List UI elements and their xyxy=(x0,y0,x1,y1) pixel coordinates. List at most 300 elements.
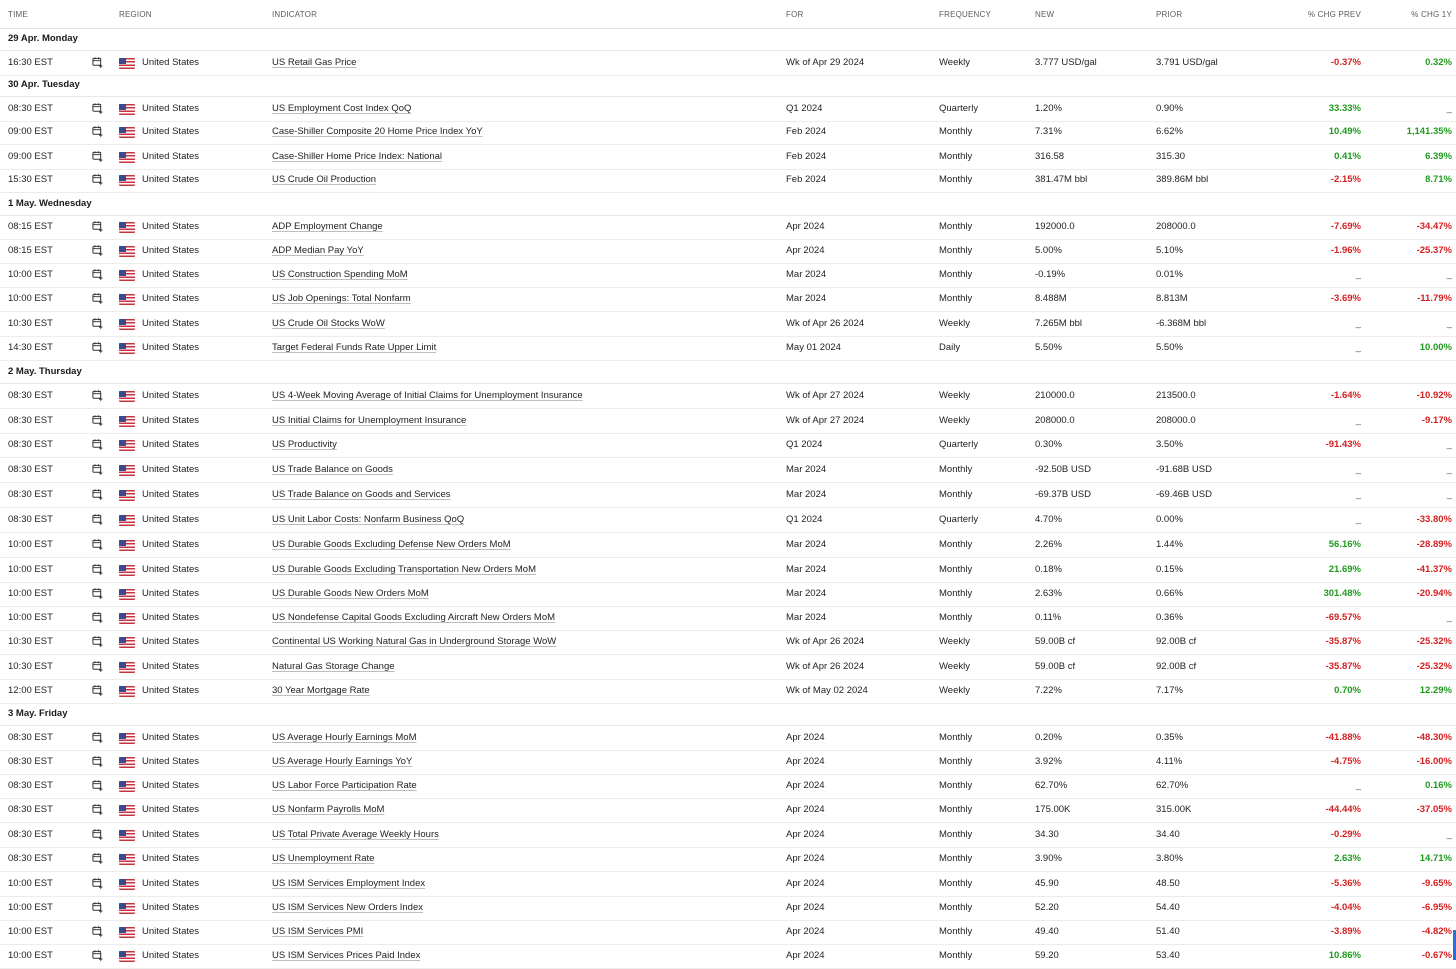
time: 08:30 EST xyxy=(8,852,53,864)
table-row[interactable] xyxy=(0,458,1456,483)
us-flag-icon xyxy=(119,58,135,69)
table-row[interactable] xyxy=(0,384,1456,409)
calendar-add-icon[interactable] xyxy=(92,804,103,815)
chg-1y: 8.71% xyxy=(1425,173,1452,185)
frequency: Monthly xyxy=(939,464,973,475)
calendar-add-icon[interactable] xyxy=(92,878,103,889)
chg-prev: 301.48% xyxy=(1323,588,1361,599)
prior-value: 62.70% xyxy=(1156,779,1189,791)
new-value: 0.18% xyxy=(1035,564,1062,575)
frequency: Monthly xyxy=(939,828,973,840)
chg-1y: -48.30% xyxy=(1416,731,1452,743)
region: United States xyxy=(142,221,200,232)
time: 10:30 EST xyxy=(8,661,53,672)
chg-prev: _ xyxy=(1355,269,1361,280)
indicator[interactable]: Natural Gas Storage Change xyxy=(272,661,395,672)
new-value: 3.777 USD/gal xyxy=(1035,57,1097,68)
new-value: 208000.0 xyxy=(1035,415,1075,426)
region: United States xyxy=(142,318,200,329)
calendar-add-icon[interactable] xyxy=(92,829,103,840)
chg-prev: _ xyxy=(1355,415,1361,426)
us-flag-icon xyxy=(119,127,135,138)
table-row[interactable] xyxy=(0,823,1456,848)
frequency: Weekly xyxy=(939,636,970,647)
chg-1y: _ xyxy=(1446,464,1452,475)
prior-value: 51.40 xyxy=(1156,925,1180,937)
table-row[interactable] xyxy=(0,750,1456,775)
indicator[interactable]: US Initial Claims for Unemployment Insurance xyxy=(272,415,467,426)
indicator[interactable]: Case-Shiller Home Price Index: National xyxy=(272,150,443,162)
time: 10:00 EST xyxy=(8,901,53,913)
prior-value: 3.791 USD/gal xyxy=(1156,57,1218,68)
calendar-add-icon[interactable] xyxy=(92,564,103,575)
indicator[interactable]: Continental US Working Natural Gas in Underground Storage WoW xyxy=(272,636,557,647)
new-value: 0.11% xyxy=(1035,612,1062,623)
chg-prev: -44.44% xyxy=(1325,803,1361,815)
calendar-add-icon[interactable] xyxy=(92,174,103,185)
indicator[interactable]: Target Federal Funds Rate Upper Limit xyxy=(272,342,437,353)
table-row[interactable] xyxy=(0,215,1456,240)
region: United States xyxy=(142,803,200,815)
chg-1y: _ xyxy=(1446,828,1452,840)
chg-1y: -28.89% xyxy=(1416,539,1452,550)
region: United States xyxy=(142,514,200,525)
indicator[interactable]: ADP Employment Change xyxy=(272,221,383,232)
chg-prev: 33.33% xyxy=(1328,102,1361,114)
frequency: Quarterly xyxy=(939,102,979,114)
time: 09:00 EST xyxy=(8,125,53,137)
indicator[interactable]: US Total Private Average Weekly Hours xyxy=(272,828,439,840)
indicator[interactable]: US Labor Force Participation Rate xyxy=(272,779,417,791)
table-row[interactable] xyxy=(0,312,1456,337)
chg-prev: -1.64% xyxy=(1330,390,1361,401)
indicator[interactable]: US Employment Cost Index QoQ xyxy=(272,102,412,114)
region: United States xyxy=(142,342,200,353)
chg-1y: -20.94% xyxy=(1416,588,1452,599)
time: 08:30 EST xyxy=(8,489,53,500)
table-row[interactable] xyxy=(0,944,1456,969)
table-row[interactable] xyxy=(0,582,1456,607)
table-row[interactable] xyxy=(0,483,1456,508)
prior-value: 0.15% xyxy=(1156,564,1183,575)
time: 08:30 EST xyxy=(8,102,53,114)
indicator[interactable]: US Nondefense Capital Goods Excluding Aircraft New Orders MoM xyxy=(272,612,556,623)
indicator[interactable]: US ISM Services New Orders Index xyxy=(272,901,423,913)
day-group-header xyxy=(0,193,1456,216)
table-row[interactable] xyxy=(0,97,1456,122)
frequency: Weekly xyxy=(939,318,970,329)
indicator[interactable]: US Durable Goods Excluding Transportation New Orders MoM xyxy=(272,564,537,575)
for: Apr 2024 xyxy=(786,731,825,743)
us-flag-icon xyxy=(119,319,135,330)
prior-value: 5.50% xyxy=(1156,342,1183,353)
table-row[interactable] xyxy=(0,51,1456,76)
calendar-add-icon[interactable] xyxy=(92,612,103,623)
day-group-header xyxy=(0,28,1456,51)
table-row[interactable] xyxy=(0,896,1456,921)
frequency: Monthly xyxy=(939,150,973,162)
table-row[interactable] xyxy=(0,533,1456,558)
chg-prev: _ xyxy=(1355,464,1361,475)
header-prior[interactable]: PRIOR xyxy=(1156,10,1183,19)
new-value: 192000.0 xyxy=(1035,221,1075,232)
for: Mar 2024 xyxy=(786,588,827,599)
for: Wk of Apr 29 2024 xyxy=(786,57,865,68)
calendar-add-icon[interactable] xyxy=(92,126,103,137)
table-row[interactable] xyxy=(0,606,1456,631)
chg-prev: -7.69% xyxy=(1330,221,1361,232)
time: 08:30 EST xyxy=(8,464,53,475)
calendar-add-icon[interactable] xyxy=(92,318,103,329)
calendar-add-icon[interactable] xyxy=(92,950,103,961)
prior-value: 92.00B cf xyxy=(1156,661,1197,672)
frequency: Monthly xyxy=(939,539,973,550)
indicator[interactable]: US ISM Services Employment Index xyxy=(272,877,426,889)
for: Apr 2024 xyxy=(786,901,825,913)
indicator[interactable]: US Average Hourly Earnings YoY xyxy=(272,755,413,767)
indicator[interactable]: US Trade Balance on Goods and Services xyxy=(272,489,451,500)
day-label: 30 Apr. Tuesday xyxy=(8,79,80,90)
chg-1y: -0.67% xyxy=(1421,949,1452,961)
new-value: 316.58 xyxy=(1035,150,1065,162)
prior-value: 0.35% xyxy=(1156,731,1183,743)
calendar-add-icon[interactable] xyxy=(92,902,103,913)
calendar-add-icon[interactable] xyxy=(92,293,103,304)
calendar-add-icon[interactable] xyxy=(92,514,103,525)
us-flag-icon xyxy=(119,686,135,697)
us-flag-icon xyxy=(119,854,135,865)
new-value: 4.70% xyxy=(1035,514,1062,525)
region: United States xyxy=(142,245,200,256)
indicator[interactable]: US 4-Week Moving Average of Initial Claims for Unemployment Insurance xyxy=(272,390,583,401)
new-value: 1.20% xyxy=(1035,102,1062,114)
header-chg-1y[interactable]: % CHG 1Y xyxy=(1411,10,1452,19)
region: United States xyxy=(142,779,200,791)
frequency: Monthly xyxy=(939,925,973,937)
prior-value: -91.68B USD xyxy=(1156,464,1212,475)
time: 08:15 EST xyxy=(8,245,53,256)
time: 10:30 EST xyxy=(8,318,53,329)
table-row[interactable] xyxy=(0,120,1456,145)
prior-value: 208000.0 xyxy=(1156,221,1196,232)
header-region[interactable]: REGION xyxy=(119,10,152,19)
prior-value: 3.50% xyxy=(1156,439,1183,450)
header-indicator[interactable]: INDICATOR xyxy=(272,10,318,19)
us-flag-icon xyxy=(119,440,135,451)
indicator[interactable]: US Durable Goods Excluding Defense New Orders MoM xyxy=(272,539,511,550)
new-value: 7.22% xyxy=(1035,685,1062,696)
table-row[interactable] xyxy=(0,655,1456,680)
table-row[interactable] xyxy=(0,920,1456,945)
chg-1y: 6.39% xyxy=(1425,150,1452,162)
indicator[interactable]: US Nonfarm Payrolls MoM xyxy=(272,803,385,815)
time: 10:00 EST xyxy=(8,612,53,623)
new-value: 8.488M xyxy=(1035,293,1067,304)
table-row[interactable] xyxy=(0,798,1456,823)
region: United States xyxy=(142,539,200,550)
calendar-add-icon[interactable] xyxy=(92,489,103,500)
time: 08:30 EST xyxy=(8,439,53,450)
time: 12:00 EST xyxy=(8,685,53,696)
region: United States xyxy=(142,636,200,647)
us-flag-icon xyxy=(119,613,135,624)
new-value: 59.00B cf xyxy=(1035,636,1076,647)
us-flag-icon xyxy=(119,927,135,938)
prior-value: 54.40 xyxy=(1156,901,1180,913)
table-row[interactable] xyxy=(0,508,1456,533)
calendar-add-icon[interactable] xyxy=(92,221,103,232)
table-row[interactable] xyxy=(0,263,1456,288)
us-flag-icon xyxy=(119,589,135,600)
chg-prev: -35.87% xyxy=(1325,636,1361,647)
table-row[interactable] xyxy=(0,726,1456,751)
chg-1y: -9.65% xyxy=(1421,877,1452,889)
us-flag-icon xyxy=(119,805,135,816)
indicator[interactable]: 30 Year Mortgage Rate xyxy=(272,685,370,696)
region: United States xyxy=(142,489,200,500)
region: United States xyxy=(142,925,200,937)
calendar-add-icon[interactable] xyxy=(92,661,103,672)
us-flag-icon xyxy=(119,175,135,186)
new-value: 381.47M bbl xyxy=(1035,173,1088,185)
time: 08:30 EST xyxy=(8,803,53,815)
calendar-add-icon[interactable] xyxy=(92,780,103,791)
indicator[interactable]: US Unit Labor Costs: Nonfarm Business QoQ xyxy=(272,514,465,525)
new-value: 2.26% xyxy=(1035,539,1062,550)
chg-1y: 0.16% xyxy=(1425,779,1452,791)
prior-value: 315.30 xyxy=(1156,150,1186,162)
header-for[interactable]: FOR xyxy=(786,10,804,19)
indicator[interactable]: US Durable Goods New Orders MoM xyxy=(272,588,429,599)
frequency: Quarterly xyxy=(939,514,979,525)
calendar-add-icon[interactable] xyxy=(92,103,103,114)
chg-prev: _ xyxy=(1355,779,1361,791)
chg-prev: _ xyxy=(1355,514,1361,525)
indicator[interactable]: US Crude Oil Stocks WoW xyxy=(272,318,385,329)
calendar-add-icon[interactable] xyxy=(92,732,103,743)
header-new[interactable]: NEW xyxy=(1035,10,1055,19)
time: 10:00 EST xyxy=(8,269,53,280)
new-value: 5.00% xyxy=(1035,245,1062,256)
time: 16:30 EST xyxy=(8,57,53,68)
chg-prev: -91.43% xyxy=(1325,439,1361,450)
table-row[interactable] xyxy=(0,630,1456,655)
region: United States xyxy=(142,390,200,401)
table-row[interactable] xyxy=(0,433,1456,458)
table-row[interactable] xyxy=(0,336,1456,361)
frequency: Monthly xyxy=(939,877,973,889)
us-flag-icon xyxy=(119,490,135,501)
us-flag-icon xyxy=(119,515,135,526)
new-value: 52.20 xyxy=(1035,901,1059,913)
prior-value: 213500.0 xyxy=(1156,390,1196,401)
for: Mar 2024 xyxy=(786,464,827,475)
for: Feb 2024 xyxy=(786,173,827,185)
indicator[interactable]: US ISM Services Prices Paid Index xyxy=(272,949,421,961)
indicator[interactable]: Case-Shiller Composite 20 Home Price Index YoY xyxy=(272,125,483,137)
calendar-add-icon[interactable] xyxy=(92,539,103,550)
chg-prev: -4.04% xyxy=(1330,901,1361,913)
for: Apr 2024 xyxy=(786,245,825,256)
for: Wk of Apr 26 2024 xyxy=(786,661,865,672)
table-row[interactable] xyxy=(0,872,1456,897)
calendar-add-icon[interactable] xyxy=(92,439,103,450)
chg-prev: -2.15% xyxy=(1330,173,1361,185)
region: United States xyxy=(142,949,200,961)
frequency: Weekly xyxy=(939,661,970,672)
indicator[interactable]: US Retail Gas Price xyxy=(272,57,357,68)
frequency: Monthly xyxy=(939,901,973,913)
calendar-add-icon[interactable] xyxy=(92,756,103,767)
prior-value: 0.01% xyxy=(1156,269,1183,280)
calendar-add-icon[interactable] xyxy=(92,57,103,68)
region: United States xyxy=(142,588,200,599)
time: 10:00 EST xyxy=(8,949,53,961)
prior-value: 1.44% xyxy=(1156,539,1183,550)
for: Apr 2024 xyxy=(786,221,825,232)
indicator[interactable]: US Unemployment Rate xyxy=(272,852,375,864)
indicator[interactable]: US Trade Balance on Goods xyxy=(272,464,393,475)
header-chg-prev[interactable]: % CHG PREV xyxy=(1307,10,1361,19)
chg-prev: -0.29% xyxy=(1330,828,1361,840)
calendar-add-icon[interactable] xyxy=(92,464,103,475)
us-flag-icon xyxy=(119,270,135,281)
time: 10:00 EST xyxy=(8,539,53,550)
table-row[interactable] xyxy=(0,239,1456,264)
chg-prev: -41.88% xyxy=(1325,731,1361,743)
for: Mar 2024 xyxy=(786,612,827,623)
frequency: Monthly xyxy=(939,293,973,304)
indicator[interactable]: US ISM Services PMI xyxy=(272,925,364,937)
for: Wk of Apr 26 2024 xyxy=(786,318,865,329)
new-value: 59.00B cf xyxy=(1035,661,1076,672)
new-value: 3.90% xyxy=(1035,852,1062,864)
table-row[interactable] xyxy=(0,409,1456,434)
for: Wk of Apr 27 2024 xyxy=(786,415,865,426)
us-flag-icon xyxy=(119,416,135,427)
indicator[interactable]: ADP Median Pay YoY xyxy=(272,245,364,256)
chg-1y: -4.82% xyxy=(1421,925,1452,937)
calendar-add-icon[interactable] xyxy=(92,853,103,864)
frequency: Weekly xyxy=(939,415,970,426)
time: 10:00 EST xyxy=(8,588,53,599)
frequency: Daily xyxy=(939,342,961,353)
day-label: 29 Apr. Monday xyxy=(8,33,78,44)
chg-prev: -3.69% xyxy=(1330,293,1361,304)
day-label: 3 May. Friday xyxy=(8,708,68,719)
frequency: Monthly xyxy=(939,852,973,864)
frequency: Monthly xyxy=(939,564,973,575)
new-value: 49.40 xyxy=(1035,925,1059,937)
prior-value: 208000.0 xyxy=(1156,415,1196,426)
table-header xyxy=(0,0,1456,29)
time: 10:00 EST xyxy=(8,877,53,889)
calendar-add-icon[interactable] xyxy=(92,151,103,162)
table-row[interactable] xyxy=(0,168,1456,193)
region: United States xyxy=(142,685,200,696)
chg-1y: -33.80% xyxy=(1416,514,1452,525)
region: United States xyxy=(142,293,200,304)
indicator[interactable]: US Productivity xyxy=(272,439,337,450)
for: Feb 2024 xyxy=(786,150,827,162)
table-row[interactable] xyxy=(0,287,1456,312)
frequency: Monthly xyxy=(939,221,973,232)
day-group-header xyxy=(0,361,1456,384)
prior-value: 389.86M bbl xyxy=(1156,173,1209,185)
region: United States xyxy=(142,612,200,623)
table-row[interactable] xyxy=(0,847,1456,872)
prior-value: 6.62% xyxy=(1156,125,1183,137)
us-flag-icon xyxy=(119,637,135,648)
prior-value: 0.90% xyxy=(1156,102,1183,114)
us-flag-icon xyxy=(119,246,135,257)
chg-prev: 0.41% xyxy=(1334,150,1361,162)
us-flag-icon xyxy=(119,222,135,233)
region: United States xyxy=(142,57,200,68)
chg-prev: 56.16% xyxy=(1328,539,1361,550)
calendar-add-icon[interactable] xyxy=(92,588,103,599)
for: Apr 2024 xyxy=(786,949,825,961)
calendar-add-icon[interactable] xyxy=(92,926,103,937)
table-row[interactable] xyxy=(0,145,1456,170)
for: Wk of May 02 2024 xyxy=(786,685,868,696)
chg-prev: -69.57% xyxy=(1325,612,1361,623)
region: United States xyxy=(142,102,200,114)
table-row[interactable] xyxy=(0,558,1456,583)
chg-1y: 10.00% xyxy=(1419,342,1452,353)
calendar-add-icon[interactable] xyxy=(92,245,103,256)
for: Apr 2024 xyxy=(786,779,825,791)
for: Wk of Apr 26 2024 xyxy=(786,636,865,647)
chg-1y: -10.92% xyxy=(1416,390,1452,401)
frequency: Monthly xyxy=(939,803,973,815)
for: Mar 2024 xyxy=(786,564,827,575)
for: Apr 2024 xyxy=(786,877,825,889)
indicator[interactable]: US Average Hourly Earnings MoM xyxy=(272,731,417,743)
prior-value: 4.11% xyxy=(1156,755,1183,767)
new-value: 175.00K xyxy=(1035,803,1071,815)
header-time[interactable]: TIME xyxy=(8,10,28,19)
indicator[interactable]: US Crude Oil Production xyxy=(272,173,377,185)
chg-prev: -5.36% xyxy=(1330,877,1361,889)
table-row[interactable] xyxy=(0,679,1456,704)
calendar-add-icon[interactable] xyxy=(92,415,103,426)
calendar-add-icon[interactable] xyxy=(92,685,103,696)
calendar-add-icon[interactable] xyxy=(92,636,103,647)
chg-1y: _ xyxy=(1446,612,1452,623)
time: 08:30 EST xyxy=(8,390,53,401)
new-value: 59.20 xyxy=(1035,949,1059,961)
calendar-add-icon[interactable] xyxy=(92,342,103,353)
frequency: Monthly xyxy=(939,269,973,280)
table-row[interactable] xyxy=(0,774,1456,799)
day-group-header xyxy=(0,74,1456,97)
us-flag-icon xyxy=(119,540,135,551)
indicator[interactable]: US Construction Spending MoM xyxy=(272,269,408,280)
chg-prev: 10.86% xyxy=(1328,949,1361,961)
calendar-add-icon[interactable] xyxy=(92,390,103,401)
new-value: -69.37B USD xyxy=(1035,489,1091,500)
chg-prev: 2.63% xyxy=(1334,852,1361,864)
prior-value: 0.66% xyxy=(1156,588,1183,599)
indicator[interactable]: US Job Openings: Total Nonfarm xyxy=(272,293,411,304)
header-frequency[interactable]: FREQUENCY xyxy=(939,10,992,19)
for: Mar 2024 xyxy=(786,539,827,550)
region: United States xyxy=(142,901,200,913)
chg-prev: -4.75% xyxy=(1330,755,1361,767)
frequency: Monthly xyxy=(939,245,973,256)
calendar-add-icon[interactable] xyxy=(92,269,103,280)
